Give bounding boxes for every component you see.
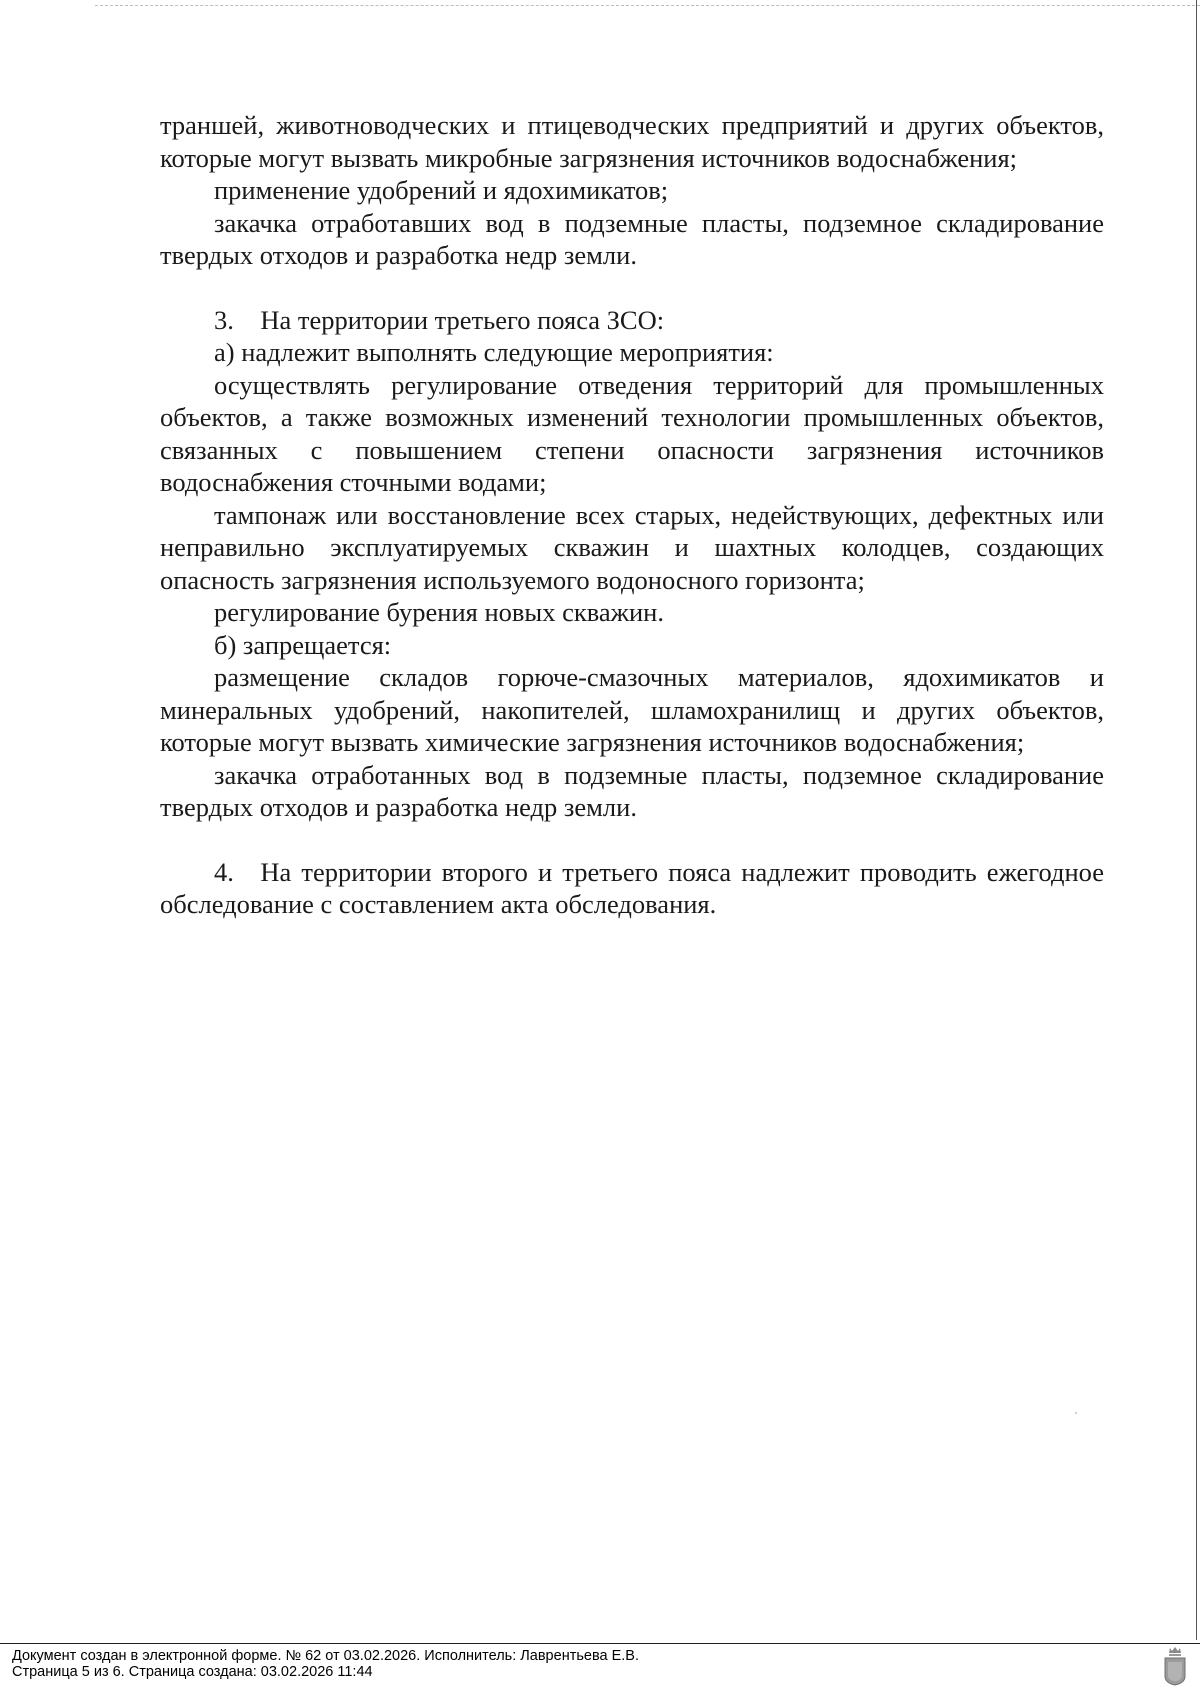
footer-document-info: Документ создан в электронной форме. № 62 от 03.02.2026. Исполнитель: Лаврентьева Е.В. — [12, 1648, 639, 1664]
scan-speck — [1075, 1412, 1077, 1414]
paragraph: 4. На территории второго и третьего пояса надлежит проводить ежегодное обследование с составлением акта обследования. — [160, 856, 1104, 919]
paragraph: закачка отработанных вод в подземные пласты, подземное складирование твердых отходов и разработка недр земли. — [160, 759, 1104, 822]
footer-page-info: Страница 5 из 6. Страница создана: 03.02.2026 11:44 — [12, 1664, 373, 1680]
paragraph: закачка отработавших вод в подземные пласты, подземное складирование твердых отходов и разработка недр земли. — [160, 207, 1104, 270]
paragraph: осуществлять регулирование отведения территорий для промышленных объектов, а также возможных изменений технологии промышленных объектов, связанных с повышением степени опасности загрязнения источников водоснабжения сточными водами; — [160, 369, 1104, 497]
right-edge-line — [1196, 0, 1197, 1640]
paragraph: б) запрещается: — [214, 629, 392, 660]
document-footer — [12, 1648, 639, 1680]
paragraph: применение удобрений и ядохимикатов; — [214, 175, 669, 205]
paragraph: тампонаж или восстановление всех старых, недействующих, дефектных или неправильно эксплуатируемых скважин и шахтных колодцев, создающих опасность загрязнения используемого водоносного горизонта; — [160, 499, 1104, 595]
paragraph: регулирование бурения новых скважин. — [214, 597, 664, 627]
paragraph: траншей, животноводческих и птицеводческих предприятий и других объектов, которые могут вызвать микробные загрязнения источников водоснабжения; — [160, 110, 1104, 173]
top-edge-line — [95, 5, 1200, 6]
document-body — [160, 109, 1104, 921]
paragraph: 3. На территории третьего пояса ЗСО: — [214, 304, 665, 335]
paragraph: а) надлежит выполнять следующие мероприятия: — [214, 337, 774, 367]
coat-of-arms-icon — [1162, 1646, 1188, 1686]
paragraph: размещение складов горюче-смазочных материалов, ядохимикатов и минеральных удобрений, накопителей, шламохранилищ и других объектов, которые могут вызвать химические загрязнения источников водоснабжения; — [160, 662, 1104, 757]
footer-divider — [0, 1643, 1200, 1644]
